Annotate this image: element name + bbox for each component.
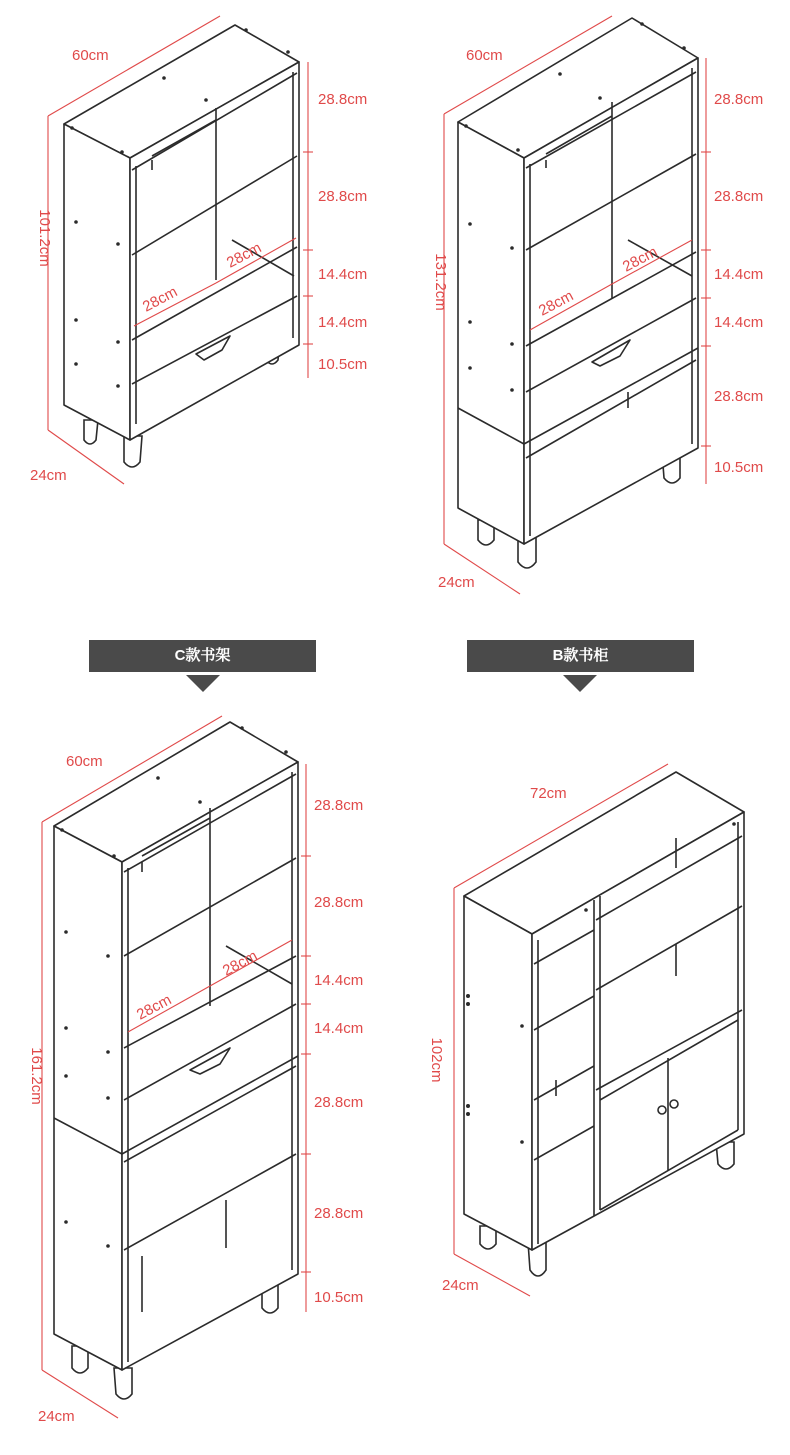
cabinet-side [64, 124, 130, 440]
dim-row-label: 14.4cm [318, 266, 368, 283]
dim-inner-left-label: 28cm [535, 287, 577, 320]
cabinet-side [464, 896, 532, 1250]
dim-inner-left-label: 28cm [139, 283, 181, 316]
dim-row-label: 14.4cm [714, 314, 764, 331]
bookshelf-c-drawing [28, 716, 363, 1425]
dim-row-label: 14.4cm [714, 266, 764, 283]
dim-row-label: 28.8cm [314, 894, 364, 911]
bookcase-b-drawing [428, 764, 744, 1296]
dim-row-label: 10.5cm [314, 1289, 364, 1306]
dim-depth-label: 24cm [38, 1408, 75, 1425]
dim-row-label: 14.4cm [314, 972, 364, 989]
dim-row-label: 28.8cm [714, 388, 764, 405]
dim-row-label: 28.8cm [318, 91, 368, 108]
dim-row-label: 28.8cm [318, 188, 368, 205]
dim-row-label: 28.8cm [714, 188, 764, 205]
dim-row-label: 28.8cm [314, 797, 364, 814]
leg [114, 1368, 132, 1399]
c-banner-arrow-icon [186, 675, 220, 692]
bookshelf-b-drawing [432, 16, 763, 594]
dim-row-label: 14.4cm [314, 1020, 364, 1037]
dim-inner-right-label: 28cm [223, 239, 265, 272]
dim-height-label: 161.2cm [28, 1047, 45, 1105]
b-bookcase-banner: B款书柜 [467, 640, 694, 672]
cabinet-side [458, 122, 524, 544]
dim-height-label: 131.2cm [432, 253, 449, 311]
dim-inner-left-label: 28cm [133, 991, 175, 1024]
dim-row-label: 28.8cm [314, 1205, 364, 1222]
dim-height-label: 102cm [428, 1037, 445, 1083]
bookshelf-a-drawing [30, 16, 367, 484]
dim-inner-right-label: 28cm [219, 947, 261, 980]
leg [84, 420, 98, 444]
dim-row-label: 10.5cm [714, 459, 764, 476]
dim-width-label: 72cm [530, 785, 567, 802]
dim-width-label: 60cm [466, 47, 503, 64]
cabinet-side [54, 826, 122, 1370]
dim-inner-right-label: 28cm [619, 243, 661, 276]
dim-row-label: 14.4cm [318, 314, 368, 331]
b-banner-arrow-icon [563, 675, 597, 692]
c-bookshelf-banner: C款书架 [89, 640, 316, 672]
dim-width-label: 60cm [66, 753, 103, 770]
dim-width-label: 60cm [72, 47, 109, 64]
dim-height-label: 101.2cm [36, 209, 53, 267]
dim-row-label: 28.8cm [314, 1094, 364, 1111]
dim-depth-label: 24cm [442, 1277, 479, 1294]
dim-depth-label: 24cm [30, 467, 67, 484]
dim-row-label: 28.8cm [714, 91, 764, 108]
leg [124, 436, 142, 467]
dim-row-label: 10.5cm [318, 356, 368, 373]
dim-depth-label: 24cm [438, 574, 475, 591]
